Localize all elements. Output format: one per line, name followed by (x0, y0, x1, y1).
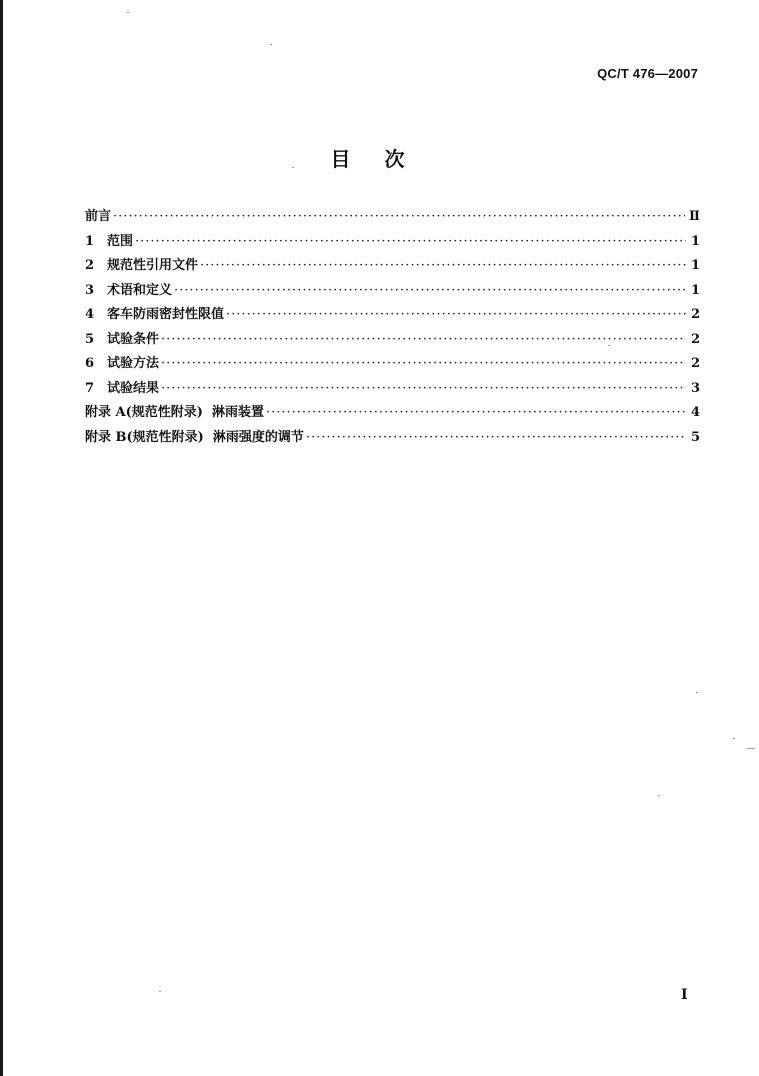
table-of-contents (85, 205, 700, 450)
toc-entry-label: 试验方法 (107, 356, 160, 371)
toc-entry-label: 规范性引用文件 (107, 258, 199, 273)
toc-leader-dots (306, 430, 686, 445)
toc-entry-number: 5 (85, 331, 95, 347)
toc-entry-label: 前言 (85, 209, 112, 224)
toc-entry-label: 附录 A(规范性附录) 淋雨装置 (85, 405, 264, 420)
toc-entry[interactable] (85, 377, 700, 402)
toc-entry-number: 2 (85, 258, 95, 273)
scan-speck (747, 748, 755, 749)
toc-entry[interactable] (85, 303, 700, 328)
toc-entry[interactable] (85, 426, 700, 451)
toc-entry-number: 3 (85, 282, 95, 298)
scan-speck (292, 167, 294, 168)
toc-entry-number: 7 (85, 380, 95, 396)
toc-entry-page: 5 (690, 429, 700, 445)
toc-entry-number: 1 (85, 233, 95, 249)
toc-entry[interactable] (85, 230, 700, 255)
toc-entry-number: 4 (85, 307, 95, 322)
scan-speck (270, 44, 272, 45)
toc-entry-label: 附录 B(规范性附录) 淋雨强度的调节 (85, 429, 304, 445)
toc-leader-dots (161, 381, 686, 396)
scan-speck (696, 692, 698, 693)
page-number: I (681, 987, 688, 1003)
toc-entry-page: Ⅱ (689, 209, 700, 224)
toc-entry-page: 1 (690, 233, 700, 249)
scan-speck (733, 738, 735, 739)
toc-title: 目次 (330, 147, 439, 171)
toc-entry-label: 试验结果 (107, 380, 160, 396)
toc-entry-label: 范围 (107, 233, 134, 249)
toc-entry-label: 术语和定义 (107, 282, 173, 298)
toc-entry-page: 1 (690, 282, 700, 298)
toc-leader-dots (161, 356, 686, 371)
toc-entry[interactable] (85, 401, 700, 426)
scan-speck (159, 991, 161, 992)
toc-entry-page: 2 (690, 307, 700, 322)
standard-code: QC/T 476—2007 (597, 66, 698, 81)
toc-entry-page: 3 (690, 380, 700, 396)
toc-entry[interactable] (85, 328, 700, 353)
toc-leader-dots (200, 258, 686, 273)
toc-entry-number: 6 (85, 356, 95, 371)
scan-speck (127, 12, 129, 13)
toc-entry[interactable] (85, 205, 700, 230)
toc-entry[interactable] (85, 279, 700, 304)
toc-entry[interactable] (85, 352, 700, 377)
toc-leader-dots (226, 307, 686, 322)
toc-leader-dots (135, 234, 686, 249)
toc-leader-dots (113, 209, 685, 224)
toc-entry-page: 4 (690, 405, 700, 420)
toc-entry-page: 1 (690, 258, 700, 273)
toc-leader-dots (174, 283, 686, 298)
toc-entry-label: 试验条件 (107, 331, 160, 347)
toc-leader-dots (266, 405, 686, 420)
toc-entry-label: 客车防雨密封性限值 (107, 307, 225, 322)
scan-speck (658, 795, 660, 796)
scan-speck (608, 345, 610, 346)
toc-entry-page: 2 (690, 356, 700, 371)
toc-entry-page: 2 (690, 331, 700, 347)
toc-entry[interactable] (85, 254, 700, 279)
